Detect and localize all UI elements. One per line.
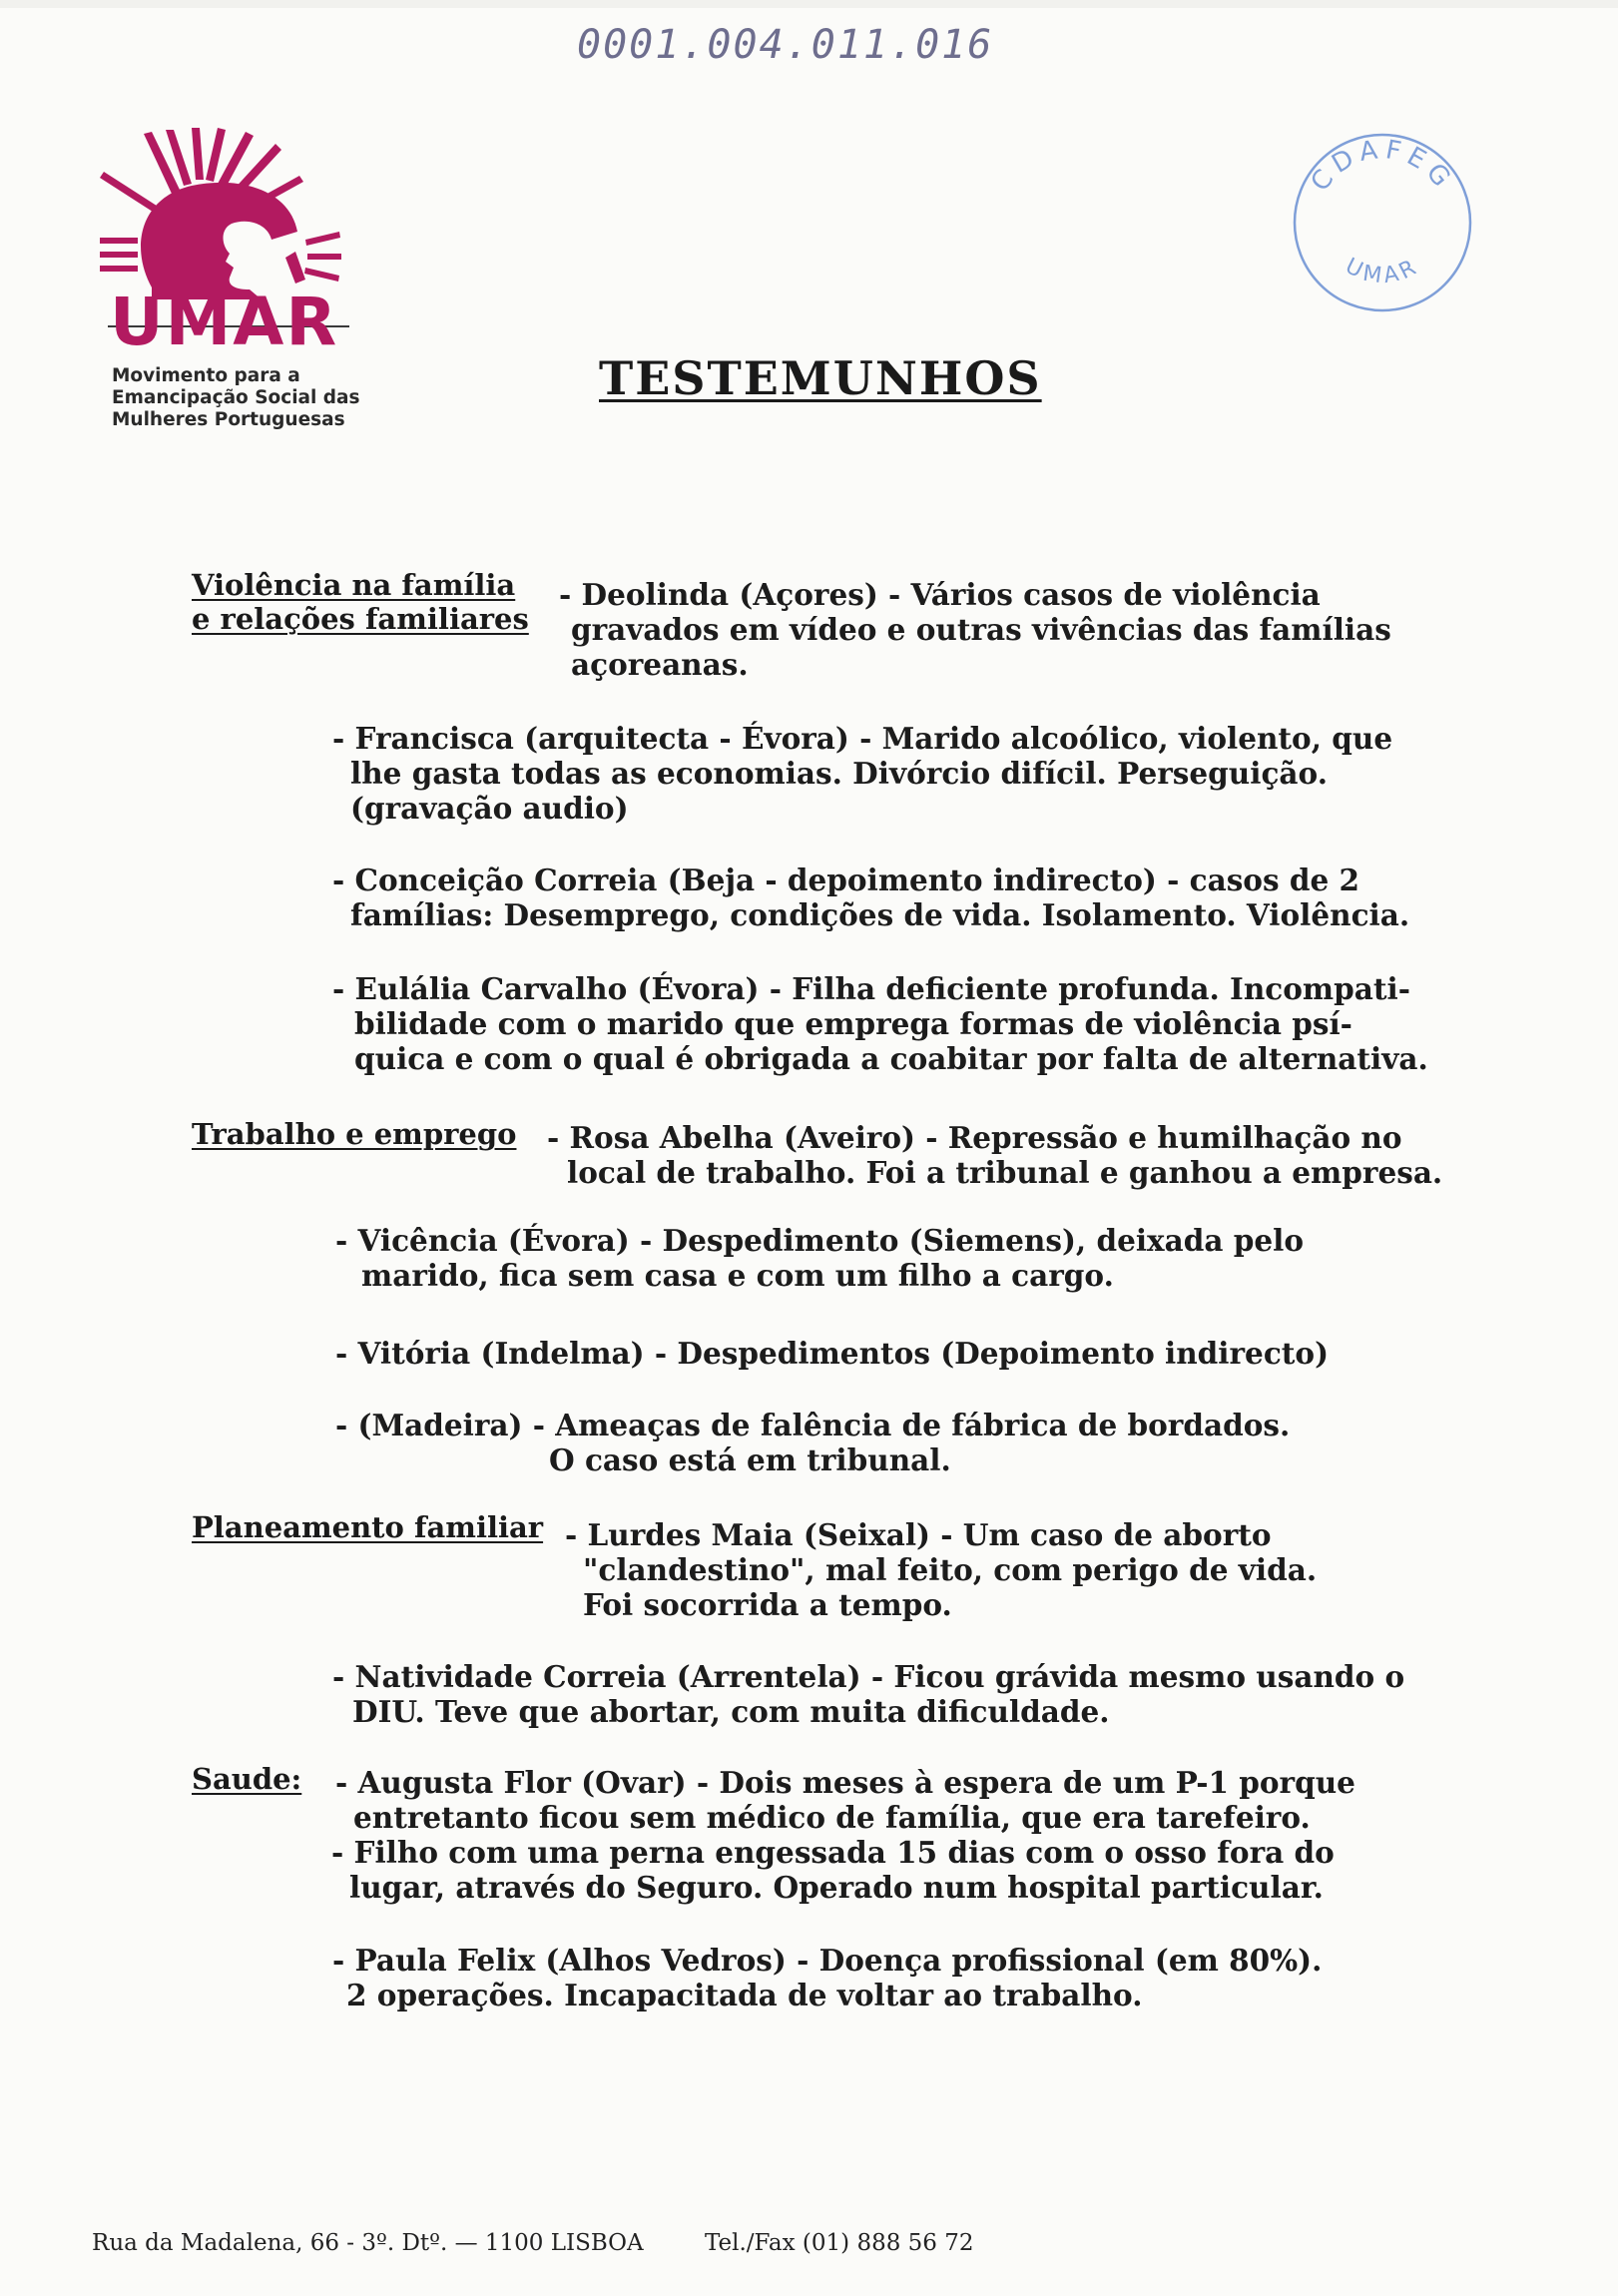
entry-line: marido, fica sem casa e com um filho a cargo.: [361, 1258, 1114, 1293]
entry-line: - Filho com uma perna engessada 15 dias com o osso fora do: [331, 1835, 1335, 1870]
entry-line: - Paula Felix (Alhos Vedros) - Doença profissional (em 80%).: [332, 1943, 1323, 1978]
entry-line: 2 operações. Incapacitada de voltar ao trabalho.: [346, 1978, 1143, 2012]
category-work: [192, 1117, 516, 1151]
testimony-entry: [335, 1336, 1329, 1371]
entry-line: - (Madeira) - Ameaças de falência de fábrica de bordados.: [335, 1408, 1291, 1442]
testimony-entry: [332, 721, 1392, 826]
logo-subtitle-line: Mulheres Portuguesas: [112, 409, 345, 430]
entry-line: "clandestino", mal feito, com perigo de vida.: [583, 1552, 1318, 1587]
entry-line: entretanto ficou sem médico de família, que era tarefeiro.: [353, 1800, 1311, 1835]
umar-logo: [100, 128, 359, 457]
footer-address: Rua da Madalena, 66 - 3º. Dtº. — 1100 LISBOA: [92, 2230, 644, 2256]
category-line: Violência na família: [192, 568, 516, 602]
entry-line: - Lurdes Maia (Seixal) - Um caso de aborto: [565, 1517, 1272, 1552]
entry-line: quica e com o qual é obrigada a coabitar por falta de alternativa.: [354, 1041, 1428, 1076]
entry-line: lhe gasta todas as economias. Divórcio difícil. Perseguição.: [350, 756, 1328, 791]
entry-line: - Deolinda (Açores) - Vários casos de violência: [559, 577, 1321, 612]
entry-line: (gravação audio): [350, 791, 629, 826]
svg-text:CDAFEG: [1306, 135, 1460, 198]
logo-wordmark: UMAR: [110, 284, 339, 360]
svg-text:UMAR: [1342, 254, 1424, 288]
footer-phone: Tel./Fax (01) 888 56 72: [704, 2230, 974, 2256]
entry-line: O caso está em tribunal.: [549, 1442, 951, 1477]
entry-line: - Conceição Correia (Beja - depoimento indirecto) - casos de 2: [332, 862, 1360, 897]
category-health: [192, 1762, 301, 1796]
archive-code: 0001.004.011.016: [577, 22, 994, 68]
stamp-top-text: CDAFEG: [1305, 134, 1460, 198]
entry-line: - Natividade Correia (Arrentela) - Ficou grávida mesmo usando o: [332, 1659, 1405, 1694]
testimony-entry: [335, 1408, 1290, 1477]
testimony-entry: [559, 577, 1391, 682]
category-line: Planeamento familiar: [192, 1510, 544, 1544]
entry-line: - Eulália Carvalho (Évora) - Filha deficiente profunda. Incompati-: [332, 971, 1410, 1006]
entry-line: açoreanas.: [571, 647, 749, 682]
category-family-planning: [192, 1510, 543, 1544]
testimony-entry: [332, 971, 1428, 1076]
testimony-entry: [547, 1120, 1442, 1190]
entry-line: - Vicência (Évora) - Despedimento (Siemens), deixada pelo: [335, 1223, 1305, 1258]
entry-line: gravados em vídeo e outras vivências das famílias: [571, 612, 1391, 647]
category-line: Saude:: [192, 1762, 302, 1796]
letterhead-footer: [92, 2230, 974, 2256]
entry-line: - Augusta Flor (Ovar) - Dois meses à espera de um P-1 porque: [335, 1765, 1355, 1800]
entry-line: - Francisca (arquitecta - Évora) - Marido alcoólico, violento, que: [332, 721, 1393, 756]
stamp-bottom-text: UMAR: [1341, 254, 1424, 289]
entry-line: famílias: Desemprego, condições de vida. Isolamento. Violência.: [350, 897, 1410, 932]
entry-line: - Vitória (Indelma) - Despedimentos (Depoimento indirecto): [335, 1336, 1330, 1371]
entry-line: DIU. Teve que abortar, com muita dificuldade.: [352, 1694, 1110, 1729]
logo-subtitle: [112, 365, 360, 431]
testimony-entry: [332, 1659, 1404, 1729]
testimony-entry: [565, 1517, 1317, 1622]
entry-line: bilidade com o marido que emprega formas de violência psí-: [354, 1006, 1352, 1041]
entry-line: local de trabalho. Foi a tribunal e ganhou a empresa.: [567, 1155, 1443, 1190]
testimony-entry: [335, 1223, 1304, 1293]
entry-line: - Rosa Abelha (Aveiro) - Repressão e humilhação no: [547, 1120, 1402, 1155]
category-line: e relações familiares: [192, 602, 529, 636]
testimony-entry: [331, 1765, 1355, 1905]
page-title: TESTEMUNHOS: [599, 351, 1042, 405]
archive-stamp: [1288, 128, 1477, 317]
page-top-edge: [0, 0, 1618, 8]
testimony-entry: [332, 1943, 1322, 2012]
category-family-violence: [192, 568, 529, 636]
category-line: Trabalho e emprego: [192, 1117, 517, 1151]
entry-line: lugar, através do Seguro. Operado num hospital particular.: [349, 1870, 1324, 1905]
entry-line: Foi socorrida a tempo.: [583, 1587, 952, 1622]
logo-subtitle-line: Movimento para a: [112, 365, 300, 386]
testimony-entry: [332, 862, 1409, 932]
logo-subtitle-line: Emancipação Social das: [112, 387, 360, 408]
